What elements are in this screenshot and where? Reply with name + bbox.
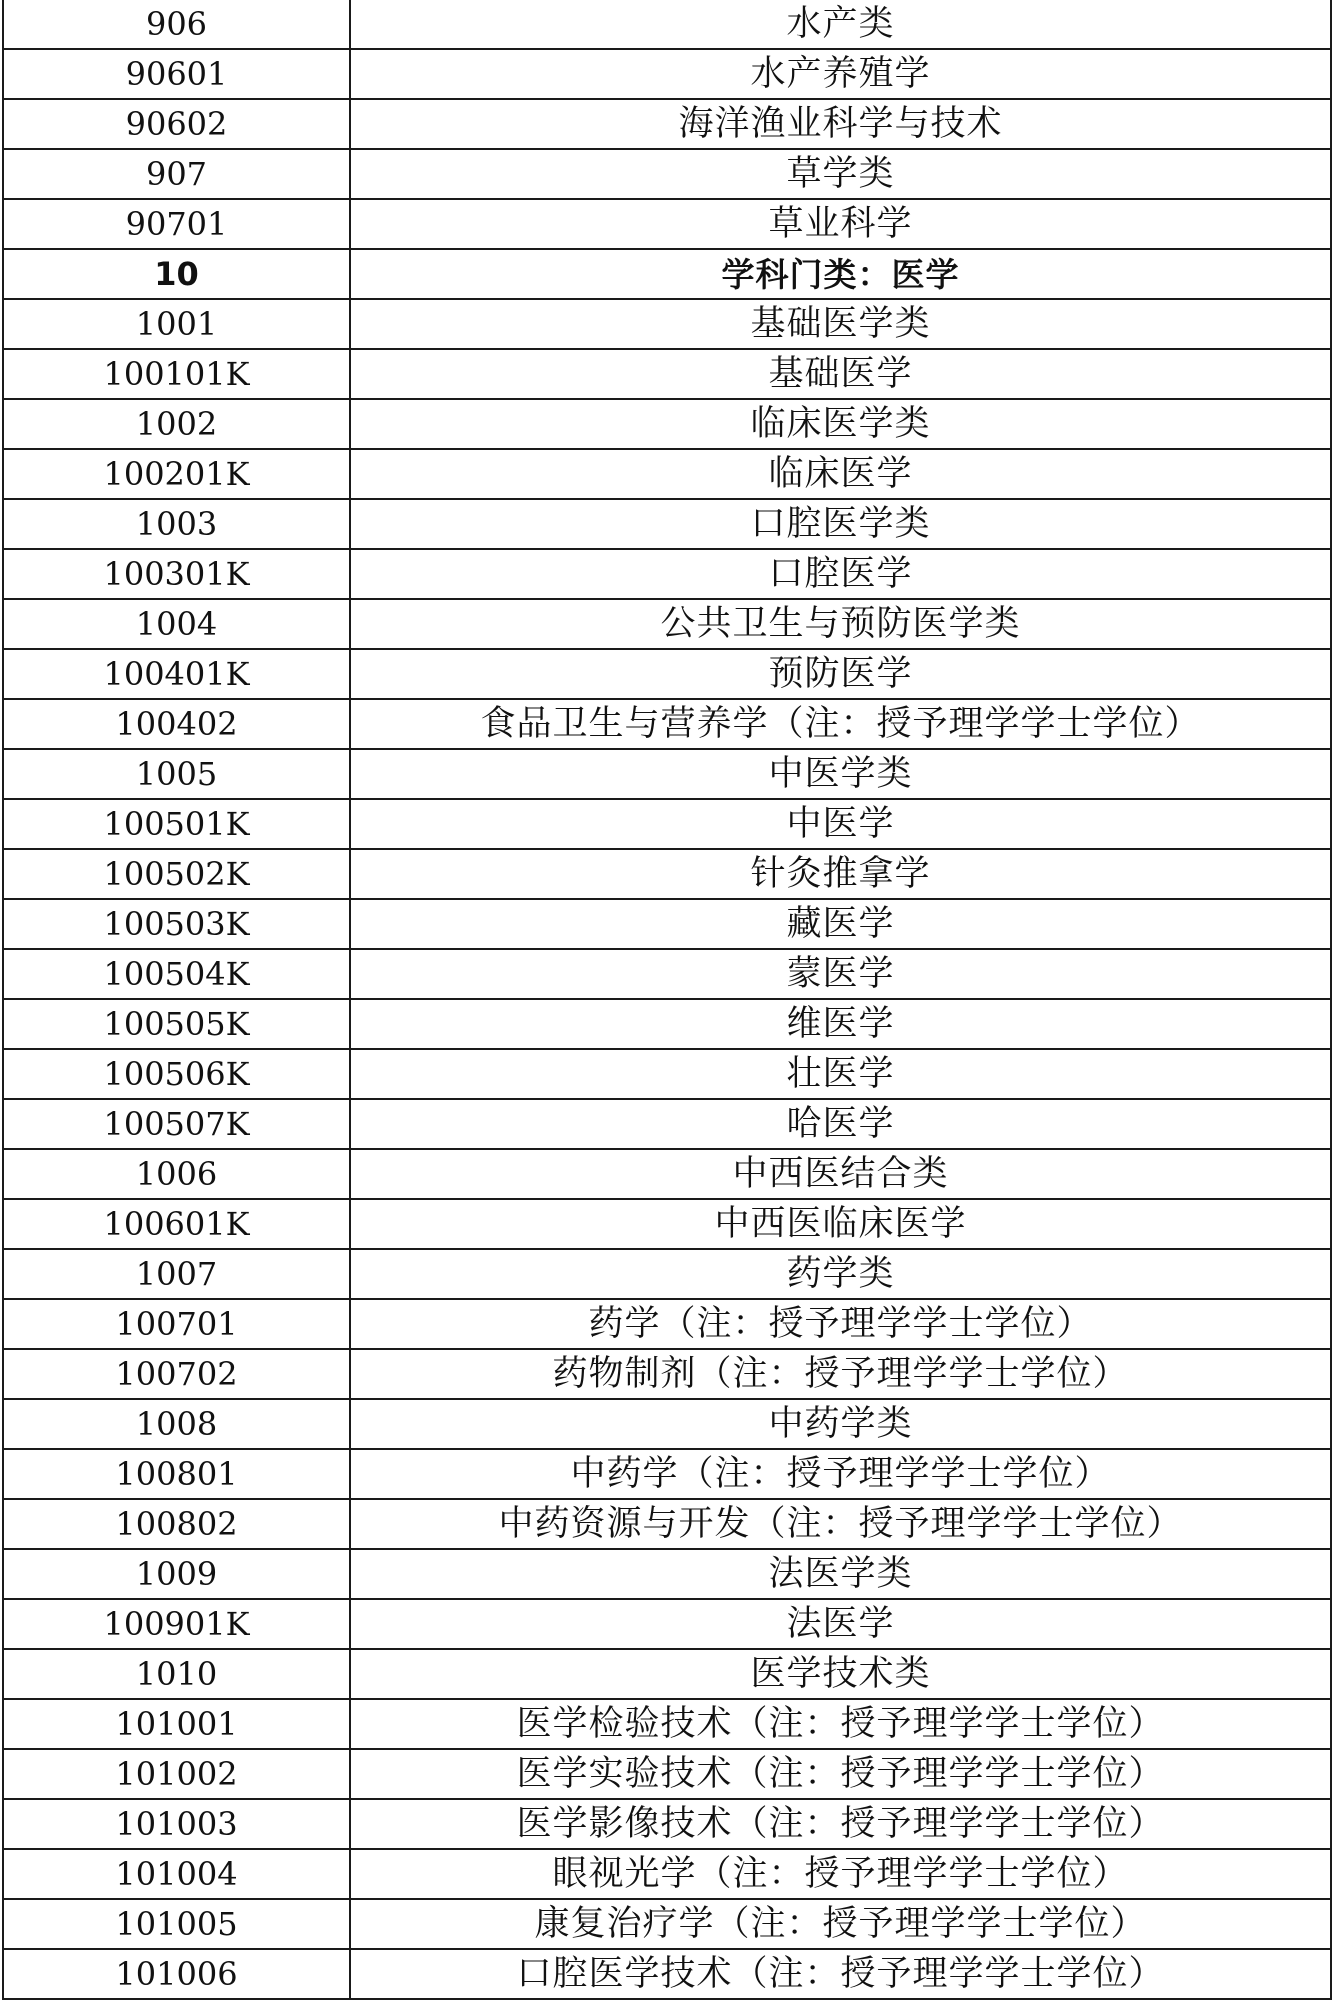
major-name-cell: 口腔医学 <box>350 549 1331 599</box>
table-row <box>3 599 1331 649</box>
major-name-cell: 公共卫生与预防医学类 <box>350 599 1331 649</box>
major-name-cell: 口腔医学类 <box>350 499 1331 549</box>
major-code-cell: 100503K <box>3 899 350 949</box>
major-name-cell: 中医学类 <box>350 749 1331 799</box>
major-code-cell: 1008 <box>3 1399 350 1449</box>
major-code-cell: 100402 <box>3 699 350 749</box>
major-code-cell: 101004 <box>3 1849 350 1899</box>
major-name-cell: 中药资源与开发（注：授予理学学士学位） <box>350 1499 1331 1549</box>
major-name-cell: 医学技术类 <box>350 1649 1331 1699</box>
major-name-cell: 哈医学 <box>350 1099 1331 1149</box>
table-row <box>3 1899 1331 1949</box>
major-name-cell: 中西医结合类 <box>350 1149 1331 1199</box>
major-name-cell: 基础医学 <box>350 349 1331 399</box>
major-code-cell: 1003 <box>3 499 350 549</box>
major-name-cell: 藏医学 <box>350 899 1331 949</box>
table-row <box>3 1199 1331 1249</box>
table-row <box>3 799 1331 849</box>
major-code-cell: 1004 <box>3 599 350 649</box>
major-name-cell: 法医学 <box>350 1599 1331 1649</box>
major-name-cell: 中药学类 <box>350 1399 1331 1449</box>
major-code-cell: 100601K <box>3 1199 350 1249</box>
major-code-cell: 1010 <box>3 1649 350 1699</box>
major-name-cell: 临床医学 <box>350 449 1331 499</box>
table-row <box>3 499 1331 549</box>
major-name-cell: 基础医学类 <box>350 299 1331 349</box>
major-code-cell: 100301K <box>3 549 350 599</box>
major-code-cell: 100504K <box>3 949 350 999</box>
major-code-cell: 1006 <box>3 1149 350 1199</box>
major-code-cell: 100901K <box>3 1599 350 1649</box>
major-code-cell: 90601 <box>3 49 350 99</box>
table-row <box>3 999 1331 1049</box>
major-code-cell: 1005 <box>3 749 350 799</box>
table-row <box>3 1049 1331 1099</box>
major-name-cell: 中医学 <box>350 799 1331 849</box>
table-row <box>3 299 1331 349</box>
major-name-cell: 中药学（注：授予理学学士学位） <box>350 1449 1331 1499</box>
major-code-cell: 100801 <box>3 1449 350 1499</box>
major-code-cell: 10 <box>3 249 350 299</box>
major-name-cell: 水产类 <box>350 0 1331 49</box>
table-row <box>3 1949 1331 1999</box>
major-code-cell: 1007 <box>3 1249 350 1299</box>
table-row <box>3 1799 1331 1849</box>
major-name-cell: 针灸推拿学 <box>350 849 1331 899</box>
major-code-cell: 1001 <box>3 299 350 349</box>
table-row <box>3 1549 1331 1599</box>
major-name-cell: 海洋渔业科学与技术 <box>350 99 1331 149</box>
major-name-cell: 药学（注：授予理学学士学位） <box>350 1299 1331 1349</box>
table-row <box>3 349 1331 399</box>
table-row <box>3 1249 1331 1299</box>
major-name-cell: 康复治疗学（注：授予理学学士学位） <box>350 1899 1331 1949</box>
major-name-cell: 医学检验技术（注：授予理学学士学位） <box>350 1699 1331 1749</box>
major-name-cell: 学科门类：医学 <box>350 249 1331 299</box>
major-code-cell: 100701 <box>3 1299 350 1349</box>
major-code-cell: 90701 <box>3 199 350 249</box>
major-code-cell: 100506K <box>3 1049 350 1099</box>
major-name-cell: 水产养殖学 <box>350 49 1331 99</box>
table-row <box>3 1099 1331 1149</box>
major-code-cell: 100507K <box>3 1099 350 1149</box>
table-row <box>3 1399 1331 1449</box>
major-code-cell: 100201K <box>3 449 350 499</box>
major-code-cell: 100501K <box>3 799 350 849</box>
major-code-cell: 100101K <box>3 349 350 399</box>
major-code-cell: 90602 <box>3 99 350 149</box>
table-row <box>3 749 1331 799</box>
table-row <box>3 149 1331 199</box>
major-name-cell: 壮医学 <box>350 1049 1331 1099</box>
major-code-cell: 100401K <box>3 649 350 699</box>
major-name-cell: 眼视光学（注：授予理学学士学位） <box>350 1849 1331 1899</box>
major-code-cell: 1002 <box>3 399 350 449</box>
major-code-cell: 907 <box>3 149 350 199</box>
category-row <box>3 249 1331 299</box>
table-row <box>3 1849 1331 1899</box>
major-name-cell: 草业科学 <box>350 199 1331 249</box>
table-row <box>3 1349 1331 1399</box>
table-row <box>3 399 1331 449</box>
major-name-cell: 维医学 <box>350 999 1331 1049</box>
major-name-cell: 临床医学类 <box>350 399 1331 449</box>
table-row <box>3 649 1331 699</box>
table-row <box>3 1149 1331 1199</box>
table-row <box>3 1499 1331 1549</box>
major-code-cell: 101002 <box>3 1749 350 1799</box>
major-code-cell: 100802 <box>3 1499 350 1549</box>
major-name-cell: 中西医临床医学 <box>350 1199 1331 1249</box>
table-row <box>3 1749 1331 1799</box>
table-row <box>3 1699 1331 1749</box>
table-row <box>3 899 1331 949</box>
major-code-cell: 100702 <box>3 1349 350 1399</box>
major-name-cell: 预防医学 <box>350 649 1331 699</box>
table-row <box>3 1649 1331 1699</box>
table-row <box>3 849 1331 899</box>
table-row <box>3 0 1331 49</box>
major-name-cell: 医学实验技术（注：授予理学学士学位） <box>350 1749 1331 1799</box>
major-catalog-table <box>2 0 1332 2000</box>
table-row <box>3 1299 1331 1349</box>
table-row <box>3 449 1331 499</box>
table-row <box>3 699 1331 749</box>
table-row <box>3 549 1331 599</box>
major-name-cell: 食品卫生与营养学（注：授予理学学士学位） <box>350 699 1331 749</box>
major-code-cell: 906 <box>3 0 350 49</box>
major-code-cell: 101006 <box>3 1949 350 1999</box>
table-row <box>3 1599 1331 1649</box>
major-code-cell: 101001 <box>3 1699 350 1749</box>
major-name-cell: 法医学类 <box>350 1549 1331 1599</box>
table-row <box>3 1449 1331 1499</box>
table-row <box>3 99 1331 149</box>
table-row <box>3 199 1331 249</box>
major-code-cell: 100505K <box>3 999 350 1049</box>
major-code-cell: 101005 <box>3 1899 350 1949</box>
major-code-cell: 100502K <box>3 849 350 899</box>
table-row <box>3 949 1331 999</box>
major-name-cell: 口腔医学技术（注：授予理学学士学位） <box>350 1949 1331 1999</box>
major-name-cell: 药学类 <box>350 1249 1331 1299</box>
major-table-body <box>3 0 1331 1999</box>
table-row <box>3 49 1331 99</box>
major-code-cell: 1009 <box>3 1549 350 1599</box>
major-name-cell: 草学类 <box>350 149 1331 199</box>
major-name-cell: 药物制剂（注：授予理学学士学位） <box>350 1349 1331 1399</box>
major-name-cell: 医学影像技术（注：授予理学学士学位） <box>350 1799 1331 1849</box>
major-code-cell: 101003 <box>3 1799 350 1849</box>
major-name-cell: 蒙医学 <box>350 949 1331 999</box>
